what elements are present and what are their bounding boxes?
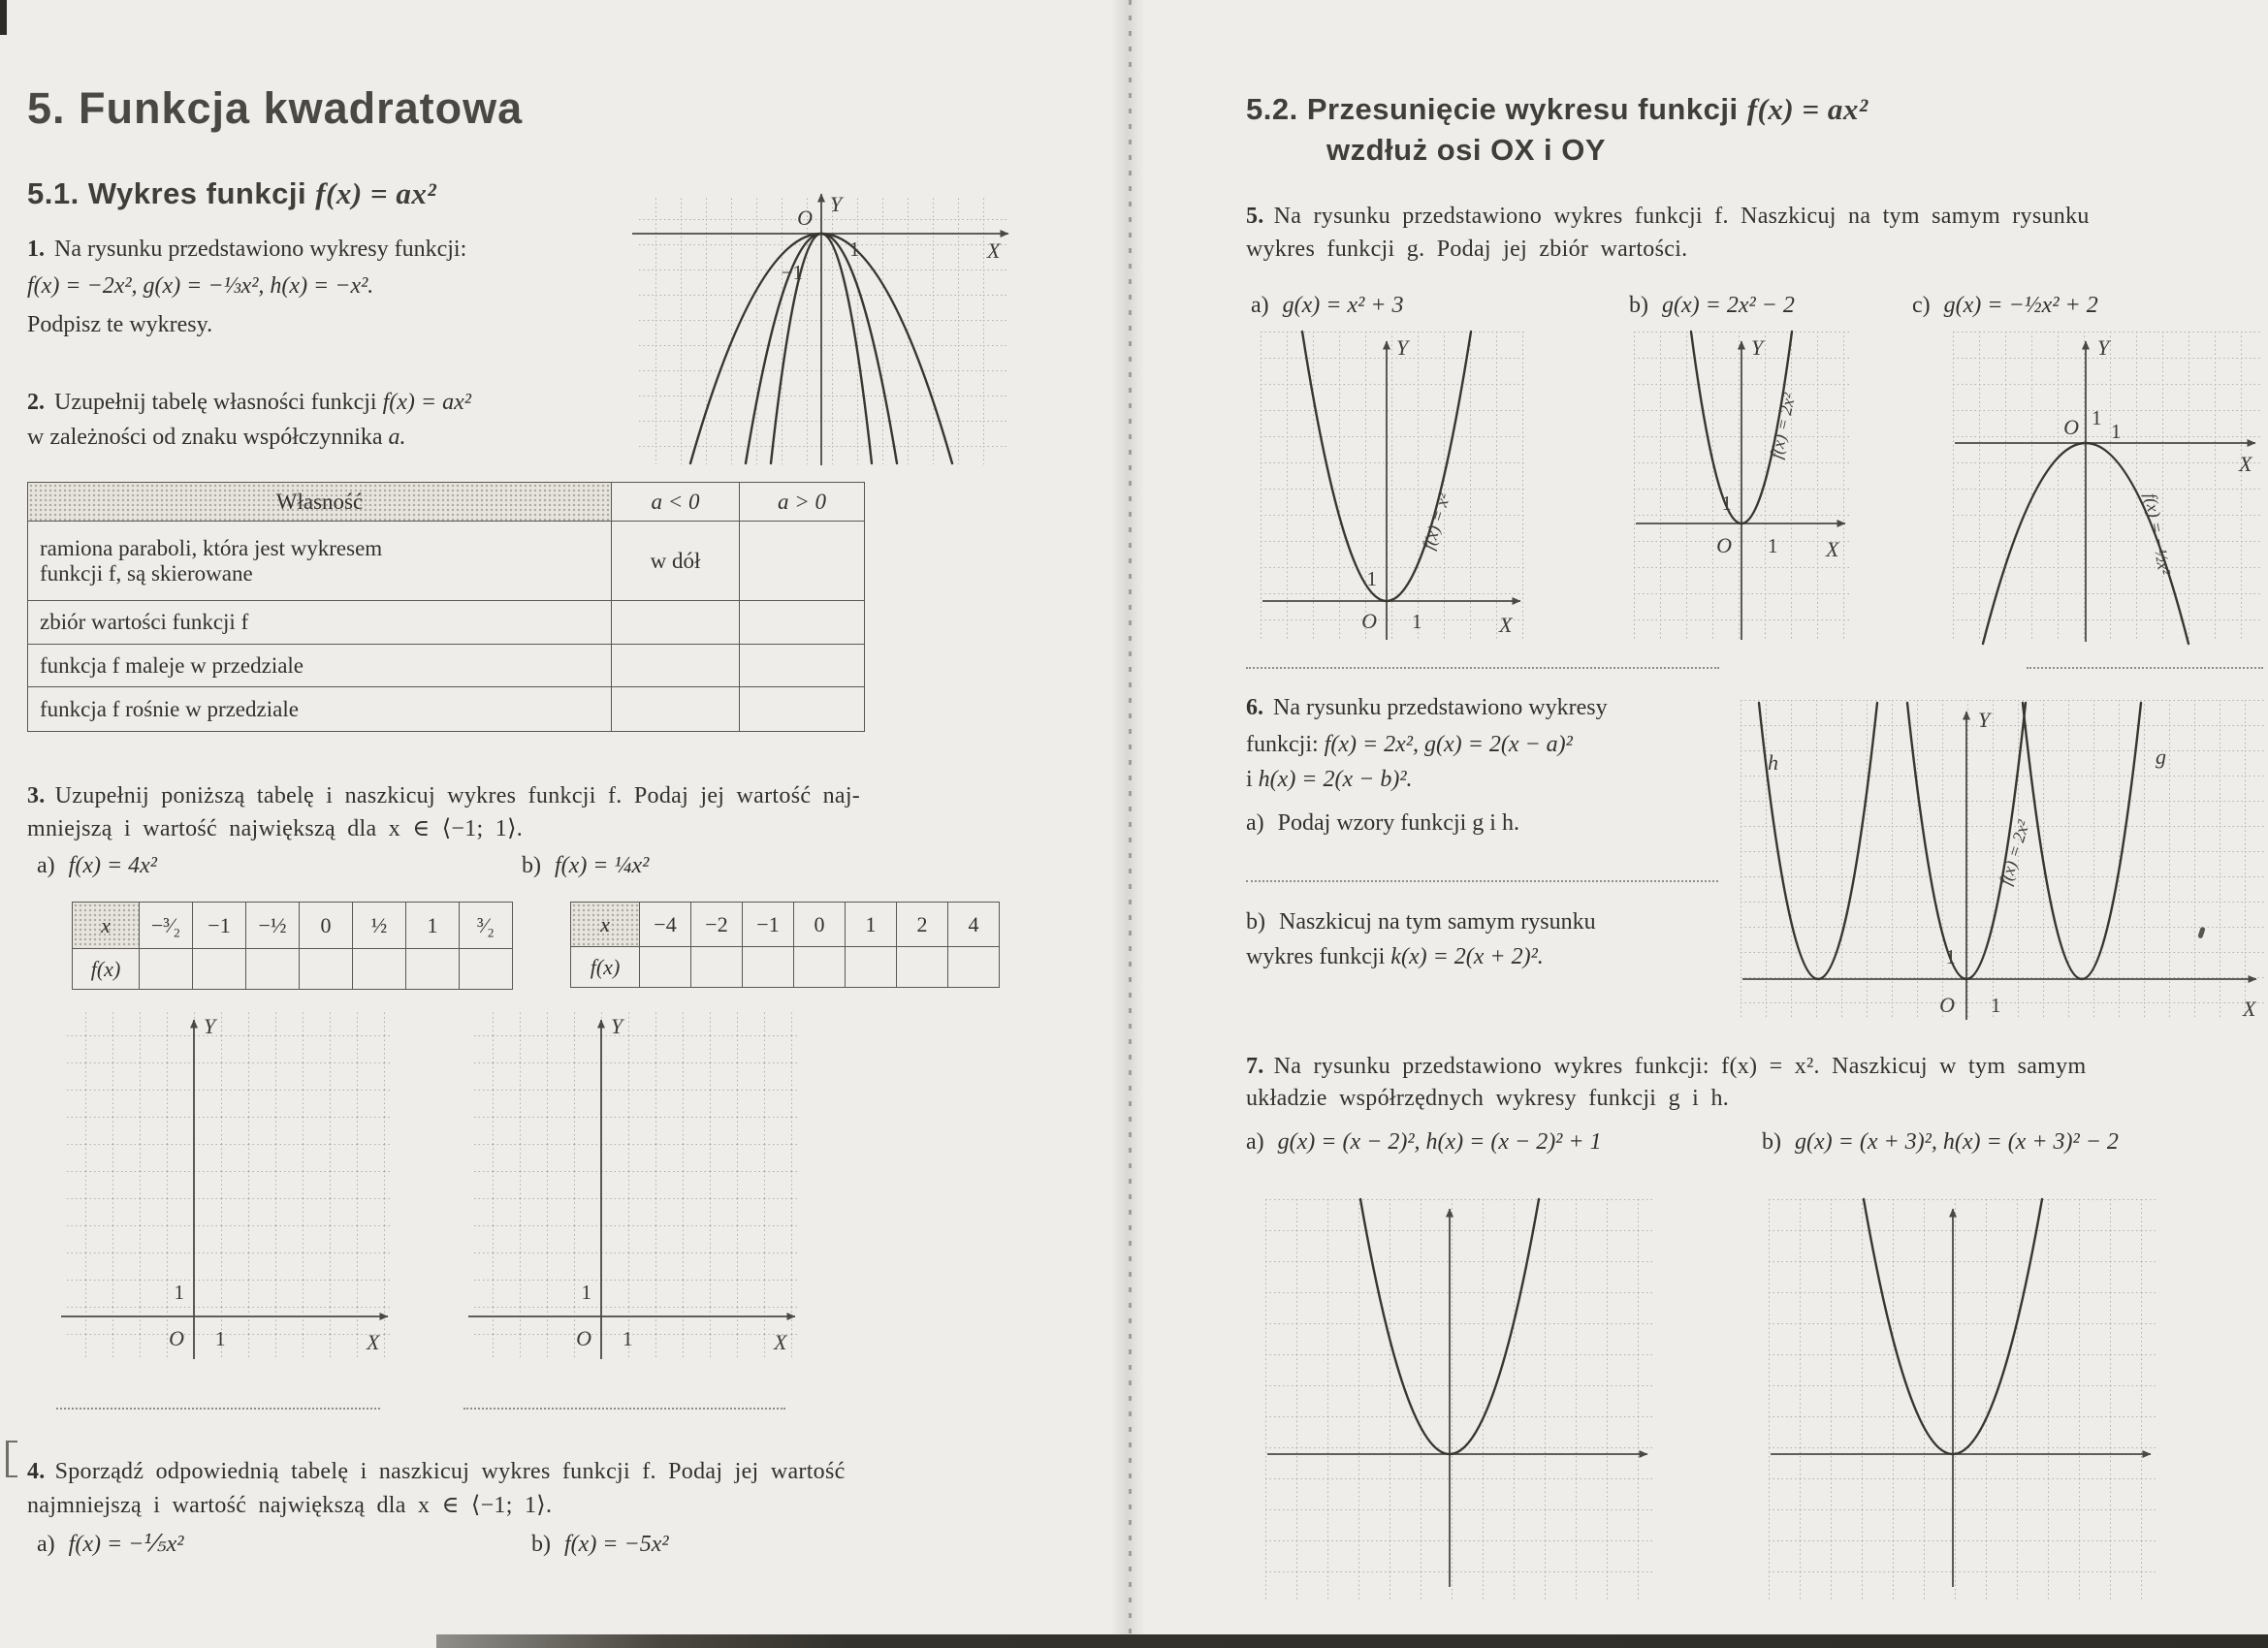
answer-line — [463, 1408, 785, 1410]
problem-4b-label: b) — [531, 1532, 551, 1557]
problem-3b-label: b) — [522, 853, 541, 878]
x-header-cell: x — [571, 903, 640, 947]
answer-line — [56, 1408, 380, 1410]
grid — [1953, 332, 2261, 640]
section-5-1-formula: f(x) = ax² — [315, 176, 437, 210]
problem-6-formulas: f(x) = 2x², g(x) = 2(x − a)² — [1324, 732, 1573, 757]
problem-5a-formula: g(x) = x² + 3 — [1282, 293, 1404, 318]
row-arms-a-negative: w dół — [612, 522, 740, 601]
curve-label-f: f(x) = x² — [1418, 491, 1454, 553]
graph-7b — [1769, 1199, 2162, 1602]
x-value-cell: 1 — [406, 903, 460, 949]
value-table-b-fx-row — [571, 947, 1000, 988]
problem-4a-label: a) — [37, 1532, 55, 1557]
problem-1-line-1 — [27, 235, 466, 264]
problem-3-line-2: mniejszą i wartość największą dla x ∈ ⟨−1; 1⟩. — [27, 816, 524, 841]
value-table-a-fx-row — [73, 949, 513, 990]
problem-2-text-1: Uzupełnij tabelę własności funkcji — [54, 390, 383, 415]
value-table-a — [72, 902, 513, 990]
curve-label-f: f(x) = −½x² — [2141, 491, 2175, 577]
graph-5a — [1261, 332, 1528, 644]
problem-2-coefficient: a. — [388, 425, 406, 450]
answer-line — [1246, 667, 1719, 669]
x-value-cell: 0 — [300, 903, 353, 949]
empty-cell — [846, 947, 897, 988]
problem-6a-text: Podaj wzory funkcji g i h. — [1277, 810, 1519, 836]
sketch-grid-3b — [465, 1008, 801, 1369]
header-a-positive: a > 0 — [740, 483, 865, 522]
empty-cell — [193, 949, 246, 990]
x-value-cell: 2 — [897, 903, 948, 947]
problem-5-text-1: Na rysunku przedstawiono wykres funkcji f. Naszkicuj na tym samym rysunku — [1273, 204, 2090, 229]
page-gutter-shadow — [1111, 0, 1144, 1648]
y-tick-1: 1 — [2092, 406, 2102, 429]
scan-margin-bracket — [6, 1441, 17, 1477]
sketch-grid-3a — [58, 1008, 394, 1369]
y-tick-minus1: −1 — [781, 261, 803, 284]
empty-cell — [246, 949, 300, 990]
problem-5a-label: a) — [1251, 293, 1269, 318]
x-tick-1: 1 — [1991, 994, 2001, 1017]
y-axis-label: Y — [1978, 708, 1991, 732]
x-value-cell: −4 — [640, 903, 691, 947]
problem-1-formulas: f(x) = −2x², g(x) = −⅓x², h(x) = −x². — [27, 273, 374, 299]
problem-3a-label: a) — [37, 853, 55, 878]
problem-5c-label: c) — [1912, 293, 1931, 318]
problem-6-text-1: Na rysunku przedstawiono wykresy — [1273, 695, 1608, 720]
problem-6b-text-1: Naszkicuj na tym samym rysunku — [1279, 909, 1596, 935]
table-row — [28, 687, 865, 732]
problem-6-number: 6. — [1246, 695, 1263, 720]
problem-7-line-1 — [1246, 1052, 2086, 1081]
problem-7a-label: a) — [1246, 1129, 1264, 1155]
origin-label: O — [1716, 533, 1732, 557]
y-axis-label: Y — [1751, 335, 1764, 360]
section-5-1-text: 5.1. Wykres funkcji — [27, 176, 316, 210]
problem-7a-formulas: g(x) = (x − 2)², h(x) = (x − 2)² + 1 — [1277, 1129, 1602, 1155]
problem-7-line-2: układzie współrzędnych wykresy funkcji g i h. — [1246, 1086, 1730, 1111]
x-value-cell: −³⁄₂ — [140, 903, 193, 949]
row-increasing-label: funkcja f rośnie w przedziale — [28, 687, 612, 732]
row-arms-label-line1: ramiona paraboli, która jest wykresem — [40, 535, 383, 560]
problem-1-outro: Podpisz te wykresy. — [27, 312, 213, 337]
value-table-a-x-row — [73, 903, 513, 949]
problem-4-number: 4. — [27, 1459, 46, 1484]
row-decreasing-a-positive — [740, 645, 865, 687]
properties-table-header-row — [28, 483, 865, 522]
section-5-2-formula: f(x) = ax² — [1746, 92, 1869, 126]
grid — [1634, 332, 1851, 640]
x-tick-1: 1 — [2111, 420, 2122, 443]
problem-3-number: 3. — [27, 783, 46, 808]
x-tick-1: 1 — [1768, 534, 1778, 557]
problem-4-line-2: najmniejszą i wartość największą dla x ∈ ⟨−1; 1⟩. — [27, 1493, 553, 1518]
y-axis-label: Y — [1396, 335, 1409, 360]
x-header-cell: x — [73, 903, 140, 949]
grid — [471, 1011, 797, 1360]
x-value-cell: −1 — [193, 903, 246, 949]
problem-5b — [1629, 291, 1795, 320]
x-axis-label: X — [987, 238, 1001, 263]
x-tick-1: 1 — [215, 1327, 226, 1350]
problem-7b — [1762, 1127, 2119, 1157]
row-decreasing-a-negative — [612, 645, 740, 687]
problem-5-line-2: wykres funkcji g. Podaj jej zbiór wartości. — [1246, 237, 1688, 262]
problem-5c-formula: g(x) = −½x² + 2 — [1943, 293, 2098, 318]
properties-table — [27, 482, 865, 732]
empty-cell — [691, 947, 743, 988]
grid — [64, 1011, 390, 1360]
problem-2-line-1 — [27, 388, 471, 417]
table-row — [28, 601, 865, 645]
value-table-b — [570, 902, 1000, 988]
problem-4b — [531, 1530, 669, 1559]
answer-line — [2027, 667, 2263, 669]
problem-4-line-1 — [27, 1457, 846, 1486]
curve-label-f: f(x) = 2x² — [1995, 817, 2033, 888]
problem-6-line-3 — [1246, 765, 1413, 794]
scan-bottom-bar — [436, 1634, 2268, 1648]
problem-7-number: 7. — [1246, 1054, 1264, 1079]
origin-label: O — [797, 206, 813, 230]
problem-6-text-2: funkcji: — [1246, 732, 1325, 757]
header-a-negative: a < 0 — [612, 483, 740, 522]
graph-problem6 — [1741, 700, 2268, 1031]
graph-7a — [1265, 1199, 1659, 1602]
x-value-cell: −½ — [246, 903, 300, 949]
problem-2-line-2 — [27, 423, 406, 452]
fx-header-cell: f(x) — [571, 947, 640, 988]
x-axis-label: X — [367, 1330, 380, 1354]
row-decreasing-label: funkcja f maleje w przedziale — [28, 645, 612, 687]
problem-5-number: 5. — [1246, 204, 1264, 229]
x-axis-label: X — [2239, 452, 2252, 476]
empty-cell — [140, 949, 193, 990]
value-table-b-x-row — [571, 903, 1000, 947]
graph-problem1-parabolas-down — [630, 143, 1016, 471]
answer-line — [1246, 880, 1718, 882]
x-value-cell: −2 — [691, 903, 743, 947]
problem-6a-label: a) — [1246, 810, 1264, 836]
y-axis-label: Y — [830, 192, 843, 216]
problem-2-text-2: w zależności od znaku współczynnika — [27, 425, 389, 450]
section-5-1-title — [27, 176, 436, 211]
x-tick-1: 1 — [849, 238, 860, 261]
curve-label-f: f(x) = 2x² — [1766, 391, 1800, 460]
origin-label: O — [169, 1326, 184, 1350]
empty-cell — [353, 949, 406, 990]
x-value-cell: 0 — [794, 903, 846, 947]
origin-label: O — [2063, 415, 2079, 439]
problem-6b-label: b) — [1246, 909, 1265, 935]
problem-4a-formula: f(x) = −⅕x² — [68, 1532, 184, 1557]
y-axis-label: Y — [204, 1014, 216, 1038]
empty-cell — [794, 947, 846, 988]
problem-3-text-1: Uzupełnij poniższą tabelę i naszkicuj wykres funkcji f. Podaj jej wartość naj- — [54, 783, 861, 808]
problem-6a — [1246, 808, 1519, 838]
problem-6-formula-h: h(x) = 2(x − b)². — [1258, 767, 1413, 792]
empty-cell — [300, 949, 353, 990]
problem-5b-formula: g(x) = 2x² − 2 — [1662, 293, 1795, 318]
row-arms-label-line2: funkcji f, są skierowane — [40, 560, 253, 586]
empty-cell — [948, 947, 1000, 988]
y-tick-1: 1 — [174, 1281, 184, 1304]
problem-6b-line-2 — [1246, 942, 1544, 971]
y-axis-label: Y — [611, 1014, 623, 1038]
origin-label: O — [1939, 993, 1955, 1017]
chapter-title: 5. Funkcja kwadratowa — [27, 83, 524, 133]
table-row — [28, 645, 865, 687]
graph-5b — [1634, 332, 1853, 644]
problem-3-line-1 — [27, 781, 860, 810]
x-value-cell: 4 — [948, 903, 1000, 947]
section-5-2-title-line-2: wzdłuż osi OX i OY — [1326, 133, 1607, 167]
problem-7b-formulas: g(x) = (x + 3)², h(x) = (x + 3)² − 2 — [1795, 1129, 2119, 1155]
problem-6b-formula-k: k(x) = 2(x + 2)². — [1390, 944, 1544, 969]
problem-6-line-1 — [1246, 693, 1608, 722]
problem-5a — [1251, 291, 1404, 320]
origin-label: O — [1361, 609, 1377, 633]
problem-7-text-1: Na rysunku przedstawiono wykres funkcji: f(x) = x². Naszkicuj w tym samym — [1273, 1054, 2087, 1079]
problem-6b-text-2: wykres funkcji — [1246, 944, 1391, 969]
row-range-label: zbiór wartości funkcji f — [28, 601, 612, 645]
page-gutter-dashes — [1129, 0, 1132, 1648]
section-5-2-title-line-1 — [1246, 92, 1869, 127]
row-range-a-negative — [612, 601, 740, 645]
problem-4a — [37, 1530, 183, 1559]
problem-6-text-3: i — [1246, 767, 1259, 792]
x-value-cell: 1 — [846, 903, 897, 947]
problem-4-text-1: Sporządź odpowiednią tabelę i naszkicuj wykres funkcji f. Podaj jej wartość — [54, 1459, 846, 1484]
row-arms-a-positive — [740, 522, 865, 601]
problem-3a — [37, 851, 157, 880]
problem-2-formula: f(x) = ax² — [382, 390, 471, 415]
table-row — [28, 522, 865, 601]
header-property: Własność — [28, 483, 612, 522]
y-tick-1: 1 — [581, 1281, 591, 1304]
y-tick-1: 1 — [1366, 567, 1377, 590]
graph-5c — [1953, 332, 2263, 644]
x-tick-1: 1 — [623, 1327, 633, 1350]
row-increasing-a-positive — [740, 687, 865, 732]
problem-3a-formula: f(x) = 4x² — [68, 853, 158, 878]
problem-7b-label: b) — [1762, 1129, 1781, 1155]
curve-label-h: h — [1768, 750, 1778, 775]
grid — [1265, 1199, 1653, 1600]
problem-6b-line-1 — [1246, 907, 1596, 936]
x-value-cell: ½ — [353, 903, 406, 949]
x-axis-label: X — [774, 1330, 787, 1354]
row-arms-label — [28, 522, 612, 601]
problem-5-line-1 — [1246, 202, 2090, 231]
grid — [1261, 332, 1526, 640]
problem-1-intro: Na rysunku przedstawiono wykresy funkcji: — [54, 237, 467, 262]
row-range-a-positive — [740, 601, 865, 645]
section-5-2-text: 5.2. Przesunięcie wykresu funkcji — [1246, 92, 1747, 126]
x-axis-label: X — [1499, 613, 1513, 637]
empty-cell — [460, 949, 513, 990]
problem-5b-label: b) — [1629, 293, 1648, 318]
grid — [1769, 1199, 2156, 1600]
empty-cell — [897, 947, 948, 988]
problem-1-number: 1. — [27, 237, 45, 262]
y-tick-1: 1 — [1721, 491, 1732, 515]
x-tick-1: 1 — [1412, 610, 1422, 633]
y-axis-label: Y — [2097, 335, 2110, 360]
problem-5c — [1912, 291, 2098, 320]
x-value-cell: ³⁄₂ — [460, 903, 513, 949]
y-tick-1: 1 — [1945, 945, 1956, 968]
fx-header-cell: f(x) — [73, 949, 140, 990]
empty-cell — [743, 947, 794, 988]
scan-corner-mark — [0, 0, 7, 35]
origin-label: O — [576, 1326, 591, 1350]
problem-6-line-2 — [1246, 730, 1573, 759]
x-axis-label: X — [1826, 537, 1839, 561]
problem-2-number: 2. — [27, 390, 45, 415]
curve-label-g: g — [2156, 745, 2166, 769]
problem-7a — [1246, 1127, 1602, 1157]
empty-cell — [640, 947, 691, 988]
x-axis-label: X — [2243, 997, 2256, 1021]
row-increasing-a-negative — [612, 687, 740, 732]
problem-3b — [522, 851, 649, 880]
empty-cell — [406, 949, 460, 990]
problem-3b-formula: f(x) = ¼x² — [555, 853, 650, 878]
problem-4b-formula: f(x) = −5x² — [564, 1532, 669, 1557]
x-value-cell: −1 — [743, 903, 794, 947]
